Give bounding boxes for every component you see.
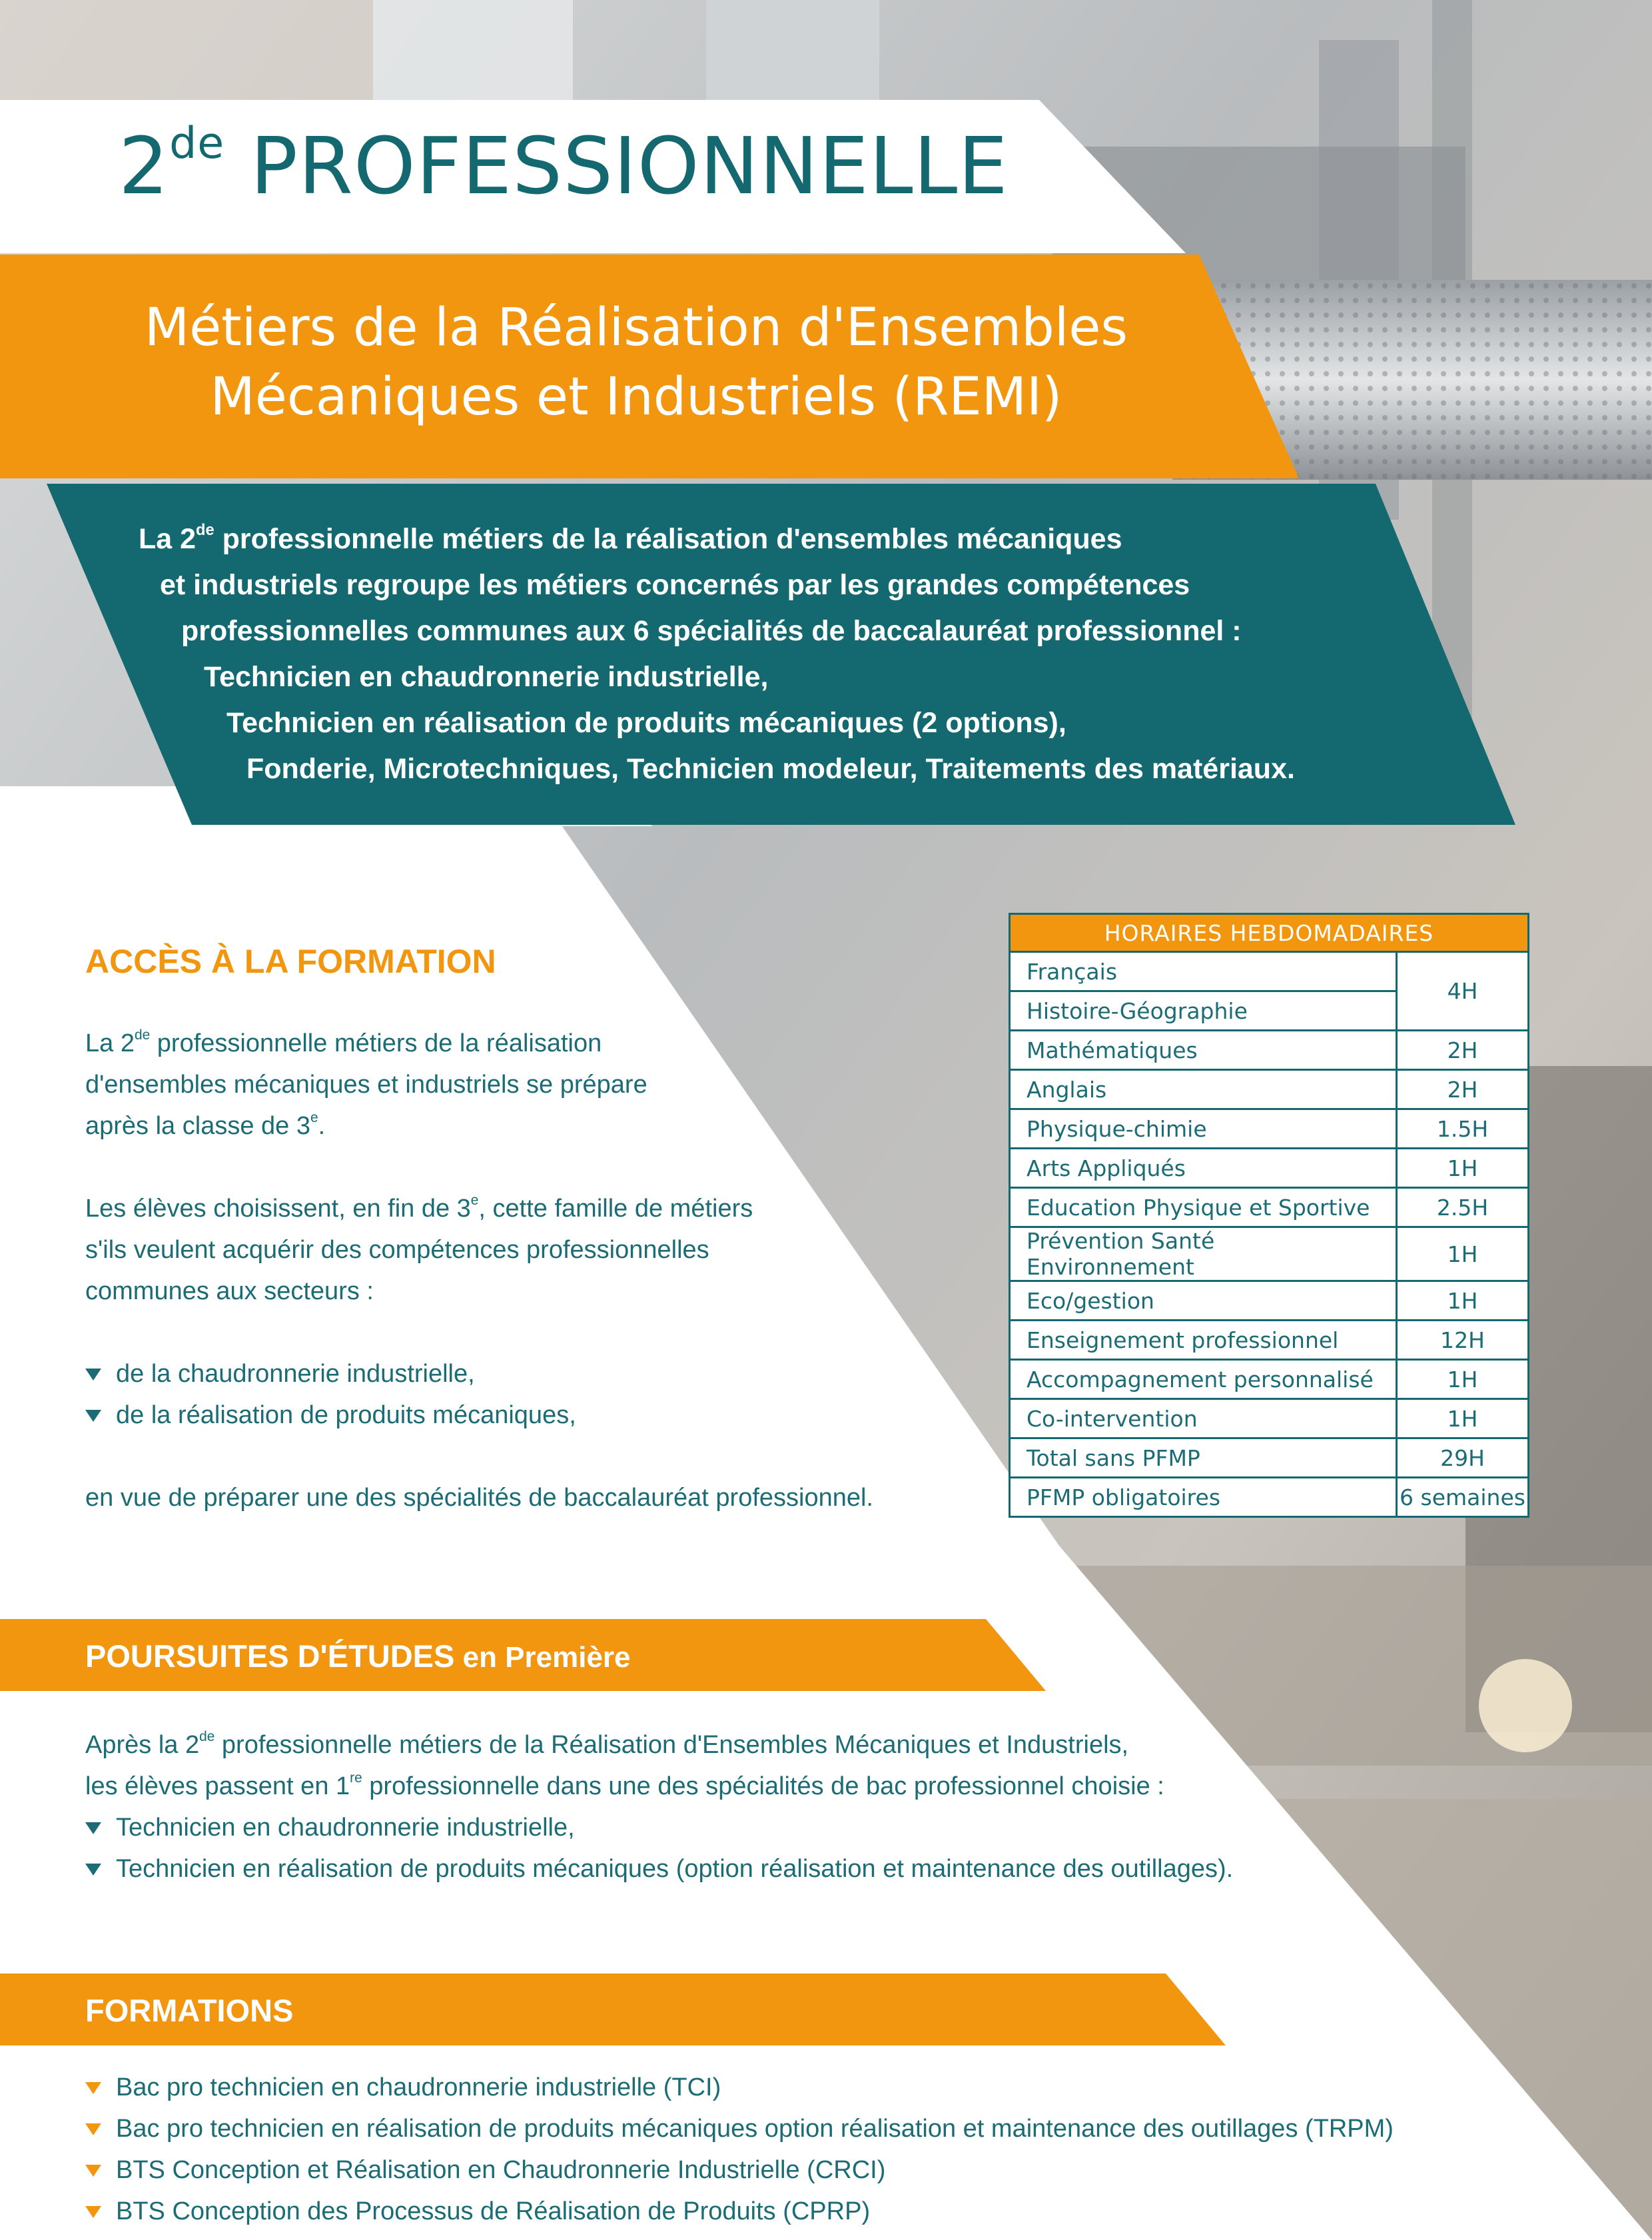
hours-cell: 6 semaines [1397, 1478, 1529, 1517]
subject-cell: Anglais [1010, 1070, 1397, 1109]
hours-cell: 1H [1397, 1281, 1529, 1321]
hours-table-header: HORAIRES HEBDOMADAIRES [1010, 914, 1529, 952]
formation-item: Bac pro technicien en chaudronnerie industrielle (TCI) [83, 2067, 1394, 2108]
acces-body [85, 1023, 873, 1518]
subject-cell: Histoire-Géographie [1010, 991, 1397, 1031]
hours-cell: 12H [1397, 1321, 1529, 1360]
table-row [1010, 1109, 1529, 1149]
subject-cell: Total sans PFMP [1010, 1438, 1397, 1478]
formations-heading: FORMATIONS [85, 1993, 294, 2028]
intro-line-2: et industriels regroupe les métiers concernés par les grandes compétences [160, 569, 1190, 601]
subject-cell: Arts Appliqués [1010, 1149, 1397, 1188]
table-row [1010, 1188, 1529, 1227]
table-row [1010, 1438, 1529, 1478]
acces-line: en vue de préparer une des spécialités de baccalauréat professionnel. [85, 1484, 873, 1512]
table-row [1010, 1227, 1529, 1281]
formation-item: BTS Conception des Processus de Réalisation de Produits (CPRP) [83, 2191, 1394, 2232]
intro-line-6: Fonderie, Microtechniques, Technicien modeleur, Traitements des matériaux. [246, 753, 1295, 785]
hours-cell: 1H [1397, 1227, 1529, 1281]
poursuites-body [85, 1724, 1233, 1890]
table-row [1010, 1070, 1529, 1109]
subject-cell: Eco/gestion [1010, 1281, 1397, 1321]
subject-cell: Co-intervention [1010, 1399, 1397, 1438]
intro-line-5: Technicien en réalisation de produits mécaniques (2 options), [226, 707, 1066, 739]
hours-cell: 1H [1397, 1149, 1529, 1188]
poursuites-line: Après la 2de professionnelle métiers de la Réalisation d'Ensembles Mécaniques et Industriels, [85, 1729, 1129, 1759]
intro-line-4: Technicien en chaudronnerie industrielle, [204, 661, 769, 693]
subject-cell: Prévention Santé Environnement [1010, 1227, 1397, 1281]
page-title: 2de PROFESSIONNELLE [119, 118, 1009, 212]
hours-cell: 1H [1397, 1360, 1529, 1399]
table-row [1010, 1399, 1529, 1438]
table-row [1010, 1478, 1529, 1517]
program-title-line1: Métiers de la Réalisation d'Ensembles [144, 298, 1128, 358]
poursuites-bullet: Technicien en réalisation de produits mécaniques (option réalisation et maintenance des outillages). [83, 1848, 1233, 1890]
table-row [1010, 1281, 1529, 1321]
formation-item: Bac pro technicien en réalisation de produits mécaniques option réalisation et maintenance des outillages (TRPM) [83, 2108, 1394, 2149]
subject-cell: Accompagnement personnalisé [1010, 1360, 1397, 1399]
subject-cell: PFMP obligatoires [1010, 1478, 1397, 1517]
acces-bullet: de la réalisation de produits mécaniques, [83, 1395, 873, 1436]
table-row [1010, 1321, 1529, 1360]
poursuites-bullet: Technicien en chaudronnerie industrielle, [83, 1807, 1233, 1848]
hours-cell: 2H [1397, 1031, 1529, 1070]
acces-line: Les élèves choisissent, en fin de 3e, cette famille de métiers [85, 1193, 753, 1223]
subject-cell: Physique-chimie [1010, 1109, 1397, 1149]
acces-line: d'ensembles mécaniques et industriels se prépare [85, 1071, 647, 1099]
poursuites-heading: POURSUITES D'ÉTUDES en Première [85, 1638, 631, 1674]
subject-cell: Mathématiques [1010, 1031, 1397, 1070]
formations-list [85, 2067, 1394, 2232]
formation-item: BTS Conception et Réalisation en Chaudronnerie Industrielle (CRCI) [83, 2149, 1394, 2191]
hours-cell: 2.5H [1397, 1188, 1529, 1227]
hours-cell: 1H [1397, 1399, 1529, 1438]
subject-cell: Education Physique et Sportive [1010, 1188, 1397, 1227]
acces-line: après la classe de 3e. [85, 1110, 326, 1140]
acces-line: communes aux secteurs : [85, 1277, 374, 1305]
table-row [1010, 1031, 1529, 1070]
program-title [40, 293, 1232, 432]
subject-cell: Français [1010, 952, 1397, 991]
subject-cell: Enseignement professionnel [1010, 1321, 1397, 1360]
program-title-line2: Mécaniques et Industriels (REMI) [210, 367, 1062, 427]
poursuites-line: les élèves passent en 1re professionnelle dans une des spécialités de bac professionnel choisie : [85, 1770, 1164, 1800]
intro-line-1: La 2de professionnelle métiers de la réalisation d'ensembles mécaniques [139, 521, 1122, 555]
hours-cell: 2H [1397, 1070, 1529, 1109]
acces-bullet: de la chaudronnerie industrielle, [83, 1353, 873, 1395]
hours-cell: 29H [1397, 1438, 1529, 1478]
table-row [1010, 952, 1529, 991]
intro-line-3: professionnelles communes aux 6 spécialités de baccalauréat professionnel : [181, 615, 1242, 647]
acces-line: La 2de professionnelle métiers de la réalisation [85, 1027, 602, 1057]
hours-cell: 4H [1397, 952, 1529, 1031]
acces-heading: ACCÈS À LA FORMATION [85, 943, 496, 980]
hours-cell: 1.5H [1397, 1109, 1529, 1149]
acces-line: s'ils veulent acquérir des compétences professionnelles [85, 1236, 709, 1264]
table-row [1010, 1360, 1529, 1399]
weekly-hours-table [1009, 913, 1529, 1518]
table-row [1010, 1149, 1529, 1188]
